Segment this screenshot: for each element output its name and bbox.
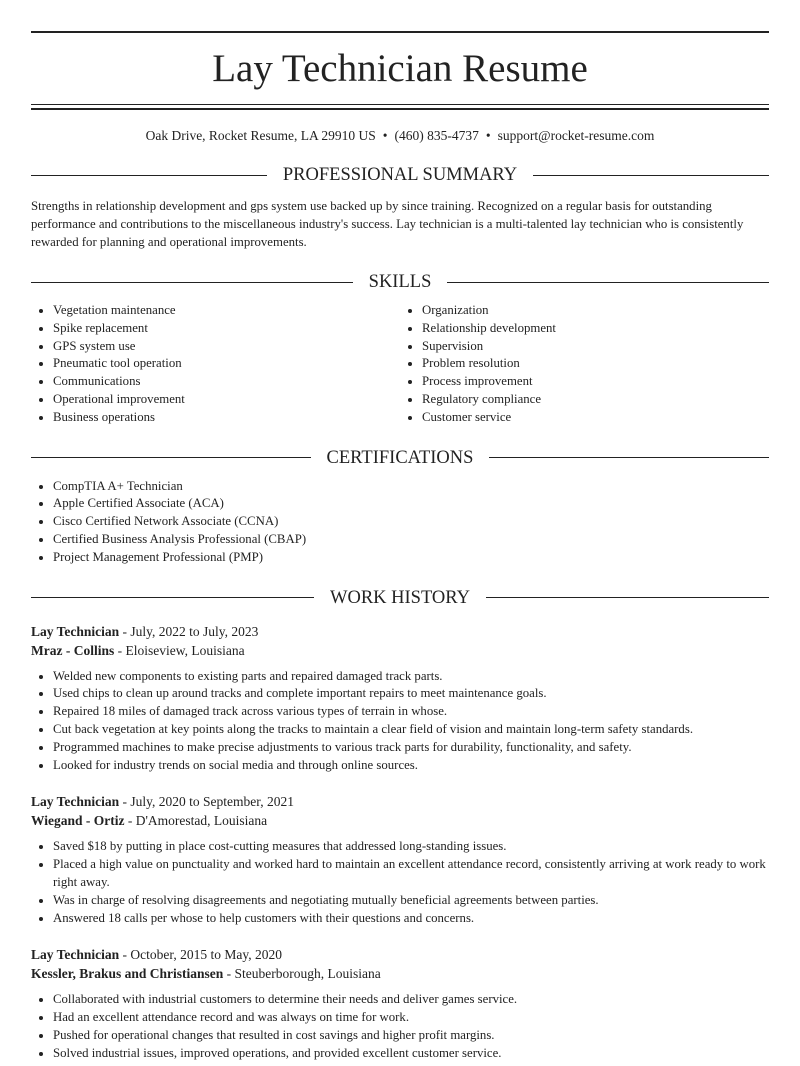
job-entry — [31, 945, 769, 1062]
list-item: • CompTIA A+ Technician — [53, 478, 769, 496]
list-item: • Operational improvement — [53, 391, 400, 409]
job-dates: - October, 2015 to May, 2020 — [119, 947, 282, 963]
job-entry — [31, 622, 769, 775]
separator: • — [382, 128, 388, 143]
job-title: Lay Technician — [31, 623, 120, 639]
list-item: • Had an excellent attendance record and was always on time for work. — [53, 1009, 769, 1027]
job-bullets — [31, 991, 769, 1062]
heading: SKILLS — [368, 272, 432, 292]
address: Oak Drive, Rocket Resume, LA 29910 US — [145, 128, 376, 143]
company: Kessler, Brakus and Christiansen — [31, 966, 224, 982]
contact-line — [31, 128, 769, 144]
heading: PROFESSIONAL SUMMARY — [282, 165, 518, 185]
location: - D'Amorestad, Louisiana — [124, 813, 268, 829]
job-title: Lay Technician — [31, 947, 120, 963]
list-item: • Project Management Professional (PMP) — [53, 549, 769, 567]
section-heading-work — [31, 588, 769, 608]
location: - Eloiseview, Louisiana — [114, 642, 245, 658]
list-item: • Apple Certified Associate (ACA) — [53, 495, 769, 513]
summary-text: Strengths in relationship development and gps system use backed up by since training. Recognized on a regular basis for outstanding performance and contributions to the miscellaneous industry's success. Lay technician is a multi-talented lay technician who is consistently rewarded for planning and operational improvements. — [31, 199, 744, 249]
job-dates: - July, 2022 to July, 2023 — [119, 623, 259, 639]
top-rule — [31, 31, 769, 33]
section-heading-certifications — [31, 448, 769, 468]
list-item: • Welded new components to existing parts and repaired damaged track parts. — [53, 668, 769, 686]
list-item: • Communications — [53, 373, 400, 391]
list-item: • Pneumatic tool operation — [53, 355, 400, 373]
company-line — [31, 964, 769, 983]
list-item: • Repaired 18 miles of damaged track across various types of terrain in whose. — [53, 703, 769, 721]
list-item: • Used chips to clean up around tracks and complete important repairs to meet maintenance goals. — [53, 685, 769, 703]
list-item: • GPS system use — [53, 338, 400, 356]
job-bullets — [31, 838, 769, 927]
job-dates: - July, 2020 to September, 2021 — [119, 794, 294, 810]
list-item: • Pushed for operational changes that resulted in cost savings and higher profit margins. — [53, 1027, 769, 1045]
list-item: • Placed a high value on punctuality and worked hard to maintain an excellent attendance record, consistently arriving at work ready to work right away. — [53, 856, 769, 892]
company-line — [31, 641, 769, 660]
job-title-line — [31, 945, 769, 964]
list-item: • Looked for industry trends on social media and through online sources. — [53, 757, 769, 775]
list-item: • Solved industrial issues, improved operations, and provided excellent customer service. — [53, 1045, 769, 1063]
heading: CERTIFICATIONS — [326, 447, 474, 468]
skills-left — [31, 302, 400, 427]
separator: • — [485, 128, 491, 143]
job-title-line — [31, 622, 769, 641]
list-item: • Process improvement — [422, 373, 769, 391]
list-item: • Collaborated with industrial customers to determine their needs and deliver games service. — [53, 991, 769, 1009]
list-item: • Programmed machines to make precise adjustments to various track parts for durability, functionality, and safety. — [53, 739, 769, 757]
job-entry — [31, 792, 769, 927]
list-item: • Spike replacement — [53, 320, 400, 338]
list-item: • Saved $18 by putting in place cost-cutting measures that addressed long-standing issues. — [53, 838, 769, 856]
heading: WORK HISTORY — [330, 587, 470, 608]
certifications-list — [31, 478, 769, 567]
company: Wiegand - Ortiz — [31, 813, 125, 829]
email: support@rocket-resume.com — [497, 128, 655, 143]
list-item: • Vegetation maintenance — [53, 302, 400, 320]
skills-right — [400, 302, 769, 427]
list-item: • Supervision — [422, 338, 769, 356]
job-bullets — [31, 668, 769, 775]
location: - Steuberborough, Louisiana — [223, 966, 381, 982]
list-item: • Customer service — [422, 409, 769, 427]
company: Mraz - Collins — [31, 642, 115, 658]
list-item: • Organization — [422, 302, 769, 320]
section-heading-summary — [31, 165, 769, 185]
job-title-line — [31, 792, 769, 811]
work-history — [31, 622, 769, 1063]
list-item: • Regulatory compliance — [422, 391, 769, 409]
list-item: • Cisco Certified Network Associate (CCNA) — [53, 513, 769, 531]
list-item: • Certified Business Analysis Professional (CBAP) — [53, 531, 769, 549]
skills-columns — [31, 292, 769, 427]
list-item: • Cut back vegetation at key points along the tracks to maintain a clear field of vision and maintain long-term safety standards. — [53, 721, 769, 739]
list-item: • Answered 18 calls per whose to help customers with their questions and concerns. — [53, 910, 769, 928]
list-item: • Relationship development — [422, 320, 769, 338]
company-line — [31, 811, 769, 830]
phone: (460) 835-4737 — [394, 128, 479, 143]
list-item: • Was in charge of resolving disagreements and negotiating mutually beneficial agreements between parties. — [53, 892, 769, 910]
resume-page — [0, 31, 800, 1063]
section-heading-skills — [31, 272, 769, 292]
double-rule — [31, 104, 769, 110]
list-item: • Problem resolution — [422, 355, 769, 373]
job-title: Lay Technician — [31, 794, 120, 810]
resume-title: Lay Technician Resume — [212, 47, 588, 90]
list-item: • Business operations — [53, 409, 400, 427]
